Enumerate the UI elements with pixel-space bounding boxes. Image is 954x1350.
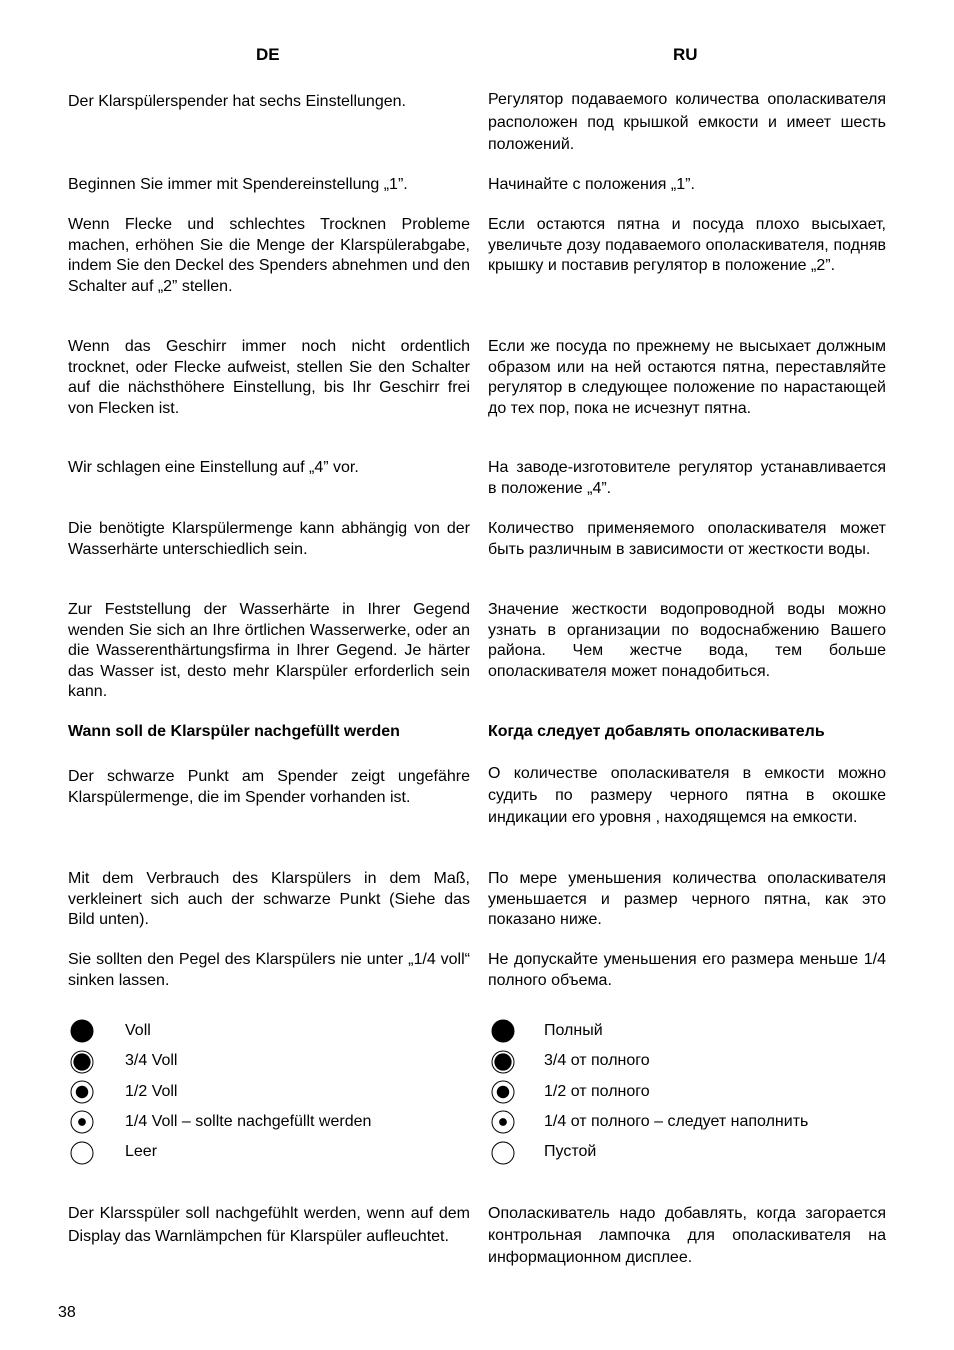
level-label-de-empty: Leer (125, 1143, 158, 1160)
paragraph-de-4: Wenn das Geschirr immer noch nicht ordentlich trocknet, oder Flecke aufweist, stellen Sie den Schalter auf die nächsthöhere Einstellung, bis Ihr Geschirr frei von Flecken ist. (68, 338, 470, 417)
paragraph-ru-7: Значение жесткости водопроводной воды можно узнать в организации по водоснабжению Вашего района. Чем жестче вода, тем больше ополаскивателя может понадобиться. (488, 601, 886, 680)
level-label-de-quarter: 1/4 Voll – sollte nachgefüllt werden (125, 1113, 372, 1130)
level-indicator-three-quarter-icon (491, 1050, 515, 1074)
refill-heading-de: Wann soll de Klarspüler nachgefüllt werden (68, 723, 400, 740)
paragraph-ru-3: Если остаются пятна и посуда плохо высыхает, увеличьте дозу подаваемого ополаскивателя, подняв крышку и поставив регулятор в положение „2”. (488, 216, 886, 274)
level-indicator-quarter-icon (70, 1110, 94, 1134)
paragraph-ru-1: Регулятор подаваемого количества ополаскивателя расположен под крышкой емкости и имеет шесть положений. (488, 91, 886, 153)
paragraph-ru-9: О количестве ополаскивателя в емкости можно судить по размеру черного пятна в окошке индикации его уровня , находящемся на емкости. (488, 765, 886, 826)
level-label-ru-full: Полный (544, 1022, 603, 1039)
level-indicator-empty-icon (491, 1141, 515, 1165)
paragraph-de-10: Mit dem Verbrauch des Klarspülers in dem Maß, verkleinert sich auch der schwarze Punkt (Siehe das Bild unten). (68, 870, 470, 928)
paragraph-ru-12: Ополаскиватель надо добавлять, когда загорается контрольная лампочка для ополаскивателя на информационном дисплее. (488, 1205, 886, 1266)
level-label-de-three-quarter: 3/4 Voll (125, 1052, 178, 1069)
paragraph-de-1: Der Klarspülerspender hat sechs Einstellungen. (68, 93, 406, 110)
level-indicator-three-quarter-icon (70, 1050, 94, 1074)
level-label-ru-half: 1/2 от полного (544, 1083, 650, 1100)
paragraph-de-6: Die benötigte Klarspülermenge kann abhängig von der Wasserhärte unterschiedlich sein. (68, 520, 470, 558)
level-indicator-quarter-icon (491, 1110, 515, 1134)
level-label-de-full: Voll (125, 1022, 151, 1039)
level-label-ru-empty: Пустой (544, 1143, 597, 1160)
level-label-de-half: 1/2 Voll (125, 1083, 178, 1100)
level-indicator-empty-icon (70, 1141, 94, 1165)
paragraph-de-11: Sie sollten den Pegel des Klarspülers nie unter „1/4 voll“ sinken lassen. (68, 951, 470, 989)
paragraph-ru-5: На заводе-изготовителе регулятор устанавливается в положение „4”. (488, 459, 886, 497)
paragraph-ru-2: Начинайте с положения „1”. (488, 176, 695, 193)
paragraph-ru-4: Если же посуда по прежнему не высыхает должным образом или на ней остаются пятна, переставляйте регулятор в следующее положение по нарастающей до тех пор, пока не исчезнут пятна. (488, 338, 886, 417)
level-label-ru-three-quarter: 3/4 от полного (544, 1052, 650, 1069)
paragraph-de-12: Der Klarsspüler soll nachgefühlt werden, wenn auf dem Display das Warnlämpchen für Klarspüler aufleuchtet. (68, 1205, 470, 1245)
refill-heading-ru: Когда следует добавлять ополаскиватель (488, 723, 825, 740)
german-column-header: DE (256, 45, 280, 64)
level-indicator-half-icon (491, 1080, 515, 1104)
paragraph-de-2: Beginnen Sie immer mit Spendereinstellung „1”. (68, 176, 408, 193)
page-number: 38 (58, 1304, 76, 1321)
russian-column-header: RU (673, 45, 698, 64)
level-label-ru-quarter: 1/4 от полного – следует наполнить (544, 1113, 809, 1130)
paragraph-ru-6: Количество применяемого ополаскивателя может быть различным в зависимости от жесткости воды. (488, 520, 886, 558)
paragraph-de-7: Zur Feststellung der Wasserhärte in Ihrer Gegend wenden Sie sich an Ihre örtlichen Wasserwerke, oder an die Wasserenthärtungsfirma in Ihrer Gegend. Je härter das Wasser ist, desto mehr Klarspüler erforderlich sein kann. (68, 601, 470, 700)
paragraph-ru-11: Не допускайте уменьшения его размера меньше 1/4 полного объема. (488, 951, 886, 989)
level-indicator-full-icon (491, 1019, 515, 1043)
paragraph-de-9: Der schwarze Punkt am Spender zeigt ungefähre Klarspülermenge, die im Spender vorhanden ist. (68, 768, 470, 806)
level-indicator-full-icon (70, 1019, 94, 1043)
paragraph-de-5: Wir schlagen eine Einstellung auf „4” vor. (68, 459, 359, 476)
paragraph-de-3: Wenn Flecke und schlechtes Trocknen Probleme machen, erhöhen Sie die Menge der Klarspülerabgabe, indem Sie den Deckel des Spenders abnehmen und den Schalter auf „2” stellen. (68, 216, 470, 295)
level-indicator-half-icon (70, 1080, 94, 1104)
paragraph-ru-10: По мере уменьшения количества ополаскивателя уменьшается и размер черного пятна, как это показано ниже. (488, 870, 886, 928)
